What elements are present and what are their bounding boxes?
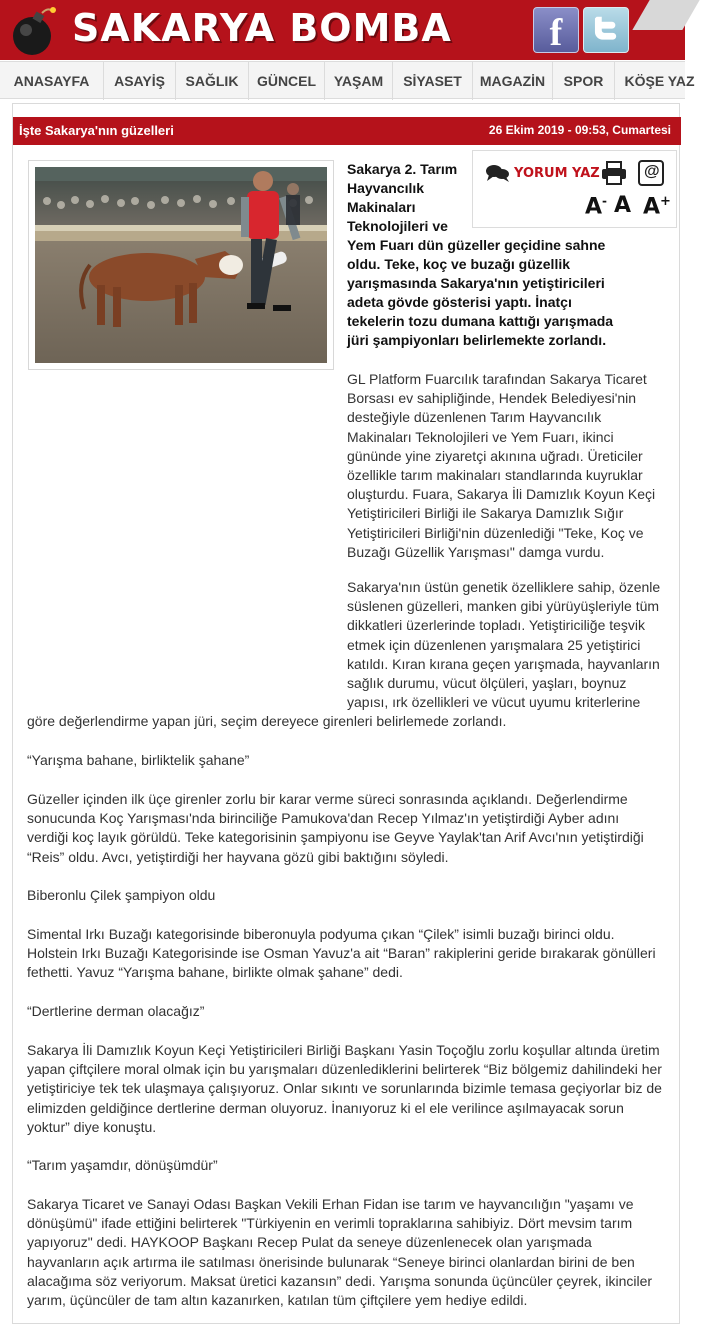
subheading-1: “Yarışma bahane, birliktelik şahane” — [27, 752, 250, 768]
paragraph-line: Sakarya Ticaret ve Sanayi Odası Başkan Vekili Erhan Fidan ise tarım ve hayvancılığın "yaşamı ve — [27, 1196, 634, 1212]
paragraph-line: sonucunda Koç Yarışması'nda birinciliğe Pamukova'dan Recep Yılmaz'ın yetiştirdiği Ayber adını — [27, 810, 620, 827]
paragraph-line: yarım, üçüncüler de tam altın kazanırken, katılan tüm çiftçilere yem hediye edildi. — [27, 1292, 528, 1309]
twitter-button[interactable] — [583, 7, 629, 53]
paragraph-6 — [27, 1195, 667, 1310]
paragraph-line: Holstein Irkı Buzağı Kategorisinde ise Osman Yavuz'a ait “Baran” rakiplerini geride bırakarak gönülleri — [27, 945, 656, 962]
paragraph-line: “Reis” oldu. Avcı, yetiştirdiği her hayvana gözü gibi baktığını söyledi. — [27, 848, 449, 865]
lead-line: yarışmasında Sakarya'nın yetiştiricileri — [347, 275, 605, 291]
nav-item-asayis[interactable]: ASAYİŞ — [103, 62, 175, 100]
lead-line: Hayvancılık — [347, 180, 425, 196]
paragraph-2-tail: göre değerlendirme yapan jüri, seçim dereyece girenleri belirlemede zorlandı. — [27, 713, 507, 729]
paragraph-line: yetiştiriciye tek tek ulaşmaya çalışıyoruz. Onlar sıkıntı ve sorunlarında bizimle temasa geçiyorlar biz de — [27, 1080, 662, 1097]
paragraph-line: elimizden geldiğince dertlerine derman oluyoruz. İnanıyoruz ki el ele verilince aşılmayacak sorun — [27, 1099, 624, 1116]
lead-line: tekelerin tozu dumana kattığı yarışmada — [347, 313, 614, 329]
paragraph-line: yapan çiftçilere moral olmak için bu yarışmaları düzenlediklerini belirterek “Biz bölgemiz dahilindeki her — [27, 1061, 662, 1078]
article-lead — [347, 160, 647, 350]
nav-item-saglik[interactable]: SAĞLIK — [175, 62, 248, 100]
paragraph-line: dikkatleri üzerlerinde topladı. Yetiştiriciliğe teşvik — [347, 617, 646, 634]
paragraph-line: özellikle tarım makinaları standlarında kuyruklar — [347, 467, 643, 484]
paragraph-4 — [27, 925, 667, 983]
paragraph-line: Sakarya'nın üstün genetik özelliklere sahip, özenle — [347, 579, 661, 595]
nav-item-yasam[interactable]: YAŞAM — [324, 62, 392, 100]
paragraph-line: Sakarya İli Damızlık Koyun Keçi Yetiştiricileri Birliği Başkanı Yasin Toçoğlu zorlu koşullar altında üretim — [27, 1042, 660, 1058]
lead-line: Makinaları — [347, 199, 416, 215]
facebook-icon: f — [549, 12, 563, 54]
email-icon-glyph: @ — [644, 163, 660, 180]
paragraph-line: Buzağı Güzellik Yarışması" damga vurdu. — [347, 543, 605, 560]
font-decrease-letter: A — [585, 194, 603, 220]
nav-item-spor[interactable]: SPOR — [552, 62, 614, 100]
paragraph-line: yapısı, ırk özellikleri ve vücut uyumu kriterlerine — [347, 694, 641, 711]
paragraph-line: Yetiştiricileri Birliği'nin düzenlediği "Teke, Koç ve — [347, 524, 644, 541]
paragraph-line: katıldı. Kıran kırana geçen yarışmada, hayvanların — [347, 655, 660, 672]
paragraph-line: desteğiyle düzenlenen Tarım Hayvancılık — [347, 409, 602, 426]
paragraph-line: Güzeller içinden ilk üçe girenler zorlu bir karar verme süreci sonrasında açıklandı. Değerlendirme — [27, 791, 628, 807]
paragraph-line: hayvanların açık artırma ile satılması önerisinde bulunarak “Seneye birinci olanlardan birini de ben — [27, 1253, 635, 1270]
paragraph-line: dönüşümü" ifade ettiğini belirterek "Türkiyenin en verimli topraklarına sahibiyiz. Dört mevsim tarım — [27, 1215, 633, 1232]
paragraph-line: Makinaları Teknolojileri ve Yem Fuarı, ikinci — [347, 428, 614, 445]
article-photo-frame — [28, 160, 334, 370]
twitter-icon — [589, 15, 623, 45]
paragraph-5 — [27, 1041, 667, 1137]
nav-item-kose-yazilari[interactable]: KÖŞE YAZ — [614, 62, 704, 100]
article-date: 26 Ekim 2019 - 09:53, Cumartesi — [488, 123, 671, 137]
main-nav — [0, 61, 695, 99]
facebook-button[interactable] — [533, 7, 579, 53]
font-normal-button[interactable]: A — [614, 193, 632, 218]
comment-button-label: YORUM YAZ — [514, 165, 600, 181]
paragraph-line: Yetiştiricileri Birliği ile Sakarya Damızlık Sığır — [347, 505, 624, 522]
nav-item-siyaset[interactable]: SİYASET — [392, 62, 472, 100]
paragraph-line: verdiği koç layık görüldü. Teke kategorisinin şampiyonu ise Geyve Yaylak'tan Arif Avcı'nın yetiştirdiği — [27, 829, 644, 846]
subheading-2: Biberonlu Çilek şampiyon oldu — [27, 887, 216, 903]
font-increase-letter: A — [643, 194, 661, 220]
paragraph-line: oluşturdu. Fuara, Sakarya İli Damızlık Koyun Keçi — [347, 486, 656, 503]
nav-item-magazin[interactable]: MAGAZİN — [472, 62, 552, 100]
lead-line: oldu. Teke, koç ve buzağı güzellik — [347, 256, 571, 272]
article-photo[interactable] — [35, 167, 327, 363]
bomb-logo-icon[interactable] — [8, 5, 60, 57]
paragraph-2 — [347, 578, 667, 712]
font-increase-button[interactable] — [643, 195, 671, 218]
lead-line: Teknolojileri ve — [347, 218, 448, 234]
site-logo-text[interactable]: SAKARYA BOMBA — [72, 6, 452, 50]
article-title: İşte Sakarya'nın güzelleri — [19, 123, 174, 138]
subheading-3: “Dertlerine derman olacağız” — [27, 1003, 205, 1019]
nav-item-anasayfa[interactable]: ANASAYFA — [13, 73, 90, 89]
paragraph-line: GL Platform Fuarcılık tarafından Sakarya Ticaret — [347, 371, 647, 387]
paragraph-1 — [347, 370, 667, 562]
article-title-bar — [13, 117, 681, 145]
lead-line: jüri şampiyonları belirlemekte zorlandı. — [347, 332, 607, 348]
paragraph-3 — [27, 790, 667, 867]
font-decrease-mark: - — [602, 194, 608, 208]
lead-line: Yem Fuarı dün güzeller geçidine sahne — [347, 237, 606, 253]
paragraph-line: fethetti. Yavuz “Yarışma bahane, birlikte olmak şahane” dedi. — [27, 964, 403, 981]
paragraph-line: yoktur” diye konuştu. — [27, 1118, 157, 1135]
paragraph-line: Simental Irkı Buzağı kategorisinde biberonuyla podyuma çıkan “Çilek” isimli buzağı birinci oldu. — [27, 926, 615, 942]
paragraph-line: gününde yine ziyaretçi akınına uğradı. Üreticiler — [347, 447, 643, 464]
paragraph-line: Borsası ev sahipliğinde, Hendek Belediyesi'nin — [347, 390, 637, 407]
paragraph-line: alacağıma söz veriyorum. Maksat üretici kazansın” dedi. Yarışma sonunda üçüncüler çeyrek, ikinciler — [27, 1272, 653, 1289]
paragraph-line: süslenen güzelleri, manken gibi yürüyüşleriyle tüm — [347, 598, 660, 615]
paragraph-line: yapıyoruz" dedi. HAYKOOP Başkanı Recep Pulat da seneye düzenlenecek olan yarışmada — [27, 1234, 592, 1251]
site-header — [0, 0, 685, 60]
header-ribbon — [632, 0, 699, 30]
font-increase-mark: + — [660, 194, 671, 209]
paragraph-line: etmek için düzenlenen yarışmalara 25 yetiştirici — [347, 636, 641, 653]
subheading-4: “Tarım yaşamdır, dönüşümdür” — [27, 1157, 218, 1173]
lead-line: Sakarya 2. Tarım — [347, 161, 458, 177]
nav-item-guncel[interactable]: GÜNCEL — [248, 62, 324, 100]
lead-line: adeta gövde gösterisi yaptı. İnatçı — [347, 294, 572, 310]
paragraph-line: sağlık durumu, vücut ölçüleri, yaşları, boynuz — [347, 675, 627, 692]
